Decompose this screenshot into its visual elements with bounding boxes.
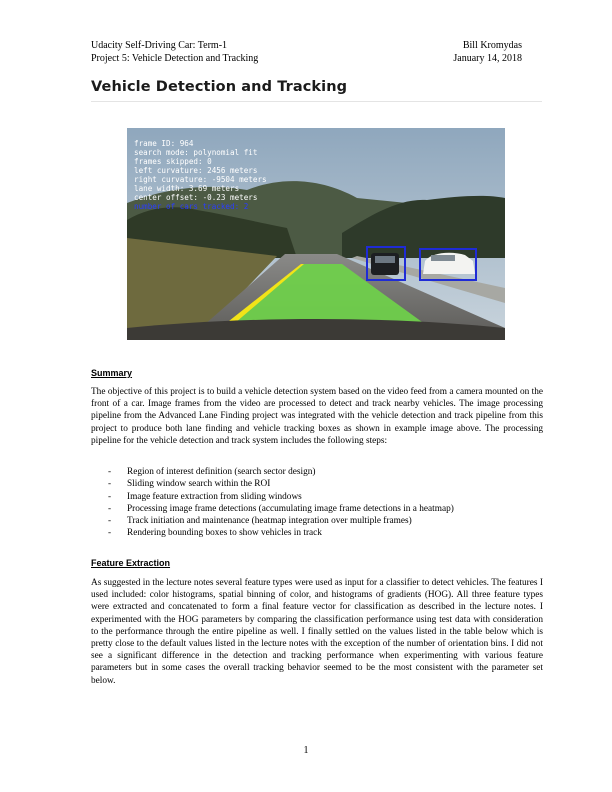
pipeline-steps-list [108,466,548,540]
step-text: Processing image frame detections (accumulating image frame detections in a heatmap) [127,503,454,514]
bullet-dash: - [108,491,112,502]
document-title: Vehicle Detection and Tracking [91,79,348,95]
header-project: Project 5: Vehicle Detection and Tracking [91,53,259,64]
summary-heading: Summary [91,368,133,378]
step-text: Track initiation and maintenance (heatmap integration over multiple frames) [127,516,412,527]
bullet-dash: - [108,516,112,527]
header-date: January 14, 2018 [453,53,522,64]
hud-line-2: search mode: polynomial fit [134,148,258,157]
list-item [108,527,548,539]
hud-line-6: lane width: 3.69 meters [134,184,240,193]
bullet-dash: - [108,479,112,490]
step-text: Sliding window search within the ROI [127,479,271,490]
hud-cars-tracked: number of cars tracked: 2 [134,202,249,211]
list-item [108,503,548,515]
bullet-dash: - [108,503,112,514]
list-item [108,478,548,490]
title-divider [91,101,542,102]
page-number: 1 [303,745,309,756]
header-author: Bill Kromydas [462,40,522,51]
list-item [108,515,548,527]
header-course: Udacity Self-Driving Car: Term-1 [91,40,228,51]
feature-extraction-paragraph: As suggested in the lecture notes several feature types were used as input for a classifier to detect vehicles. The features I used included: color histograms, spatial binning of color, and histograms of gradients (HOG). All three feature types were extracted and concatenated to form a final feature vector for classification as described in the lecture notes. I experimented with the HOG parameters by comparing the classification performance using test data with consideration to the performance through the entire pipeline as well. I finally settled on the values listed in the table below which is pretty close to the default values listed in the lecture notes with the exception of the number of orientation bins. I did not see a significant difference in the detection and tracking performance when experimenting with various feature parameters but in some cases the overall tracking behavior seemed to be the most consistent with the parameter set below. [91,578,543,686]
hud-line-5: right curvature: -9504 meters [134,175,267,184]
summary-paragraph: The objective of this project is to build a vehicle detection system based on the video feed from a camera mounted on the front of a car. Image frames from the video are processed to detect and track nearby vehicles. The image processing pipeline from the Advanced Lane Finding project was integrated with the vehicle detection and track pipeline from this project to produce both lane finding and vehicle tracking boxes as shown in example image above. The processing pipeline for the vehicle detection and track system includes the following steps: [91,387,543,446]
list-item [108,466,548,478]
hud-line-3: frames skipped: 0 [134,157,212,166]
bullet-dash: - [108,528,112,539]
list-item [108,491,548,503]
bullet-dash: - [108,467,112,477]
hud-line-4: left curvature: 2456 meters [134,166,258,175]
feature-extraction-heading: Feature Extraction [91,558,171,568]
hud-line-7: center offset: -0.23 meters [134,193,258,202]
step-text: Rendering bounding boxes to show vehicles in track [127,528,322,539]
hud-line-1: frame ID: 964 [134,139,194,148]
step-text: Image feature extraction from sliding windows [127,491,302,502]
figure-vehicle-tracking-image [127,128,505,340]
step-text: Region of interest definition (search sector design) [127,467,316,477]
